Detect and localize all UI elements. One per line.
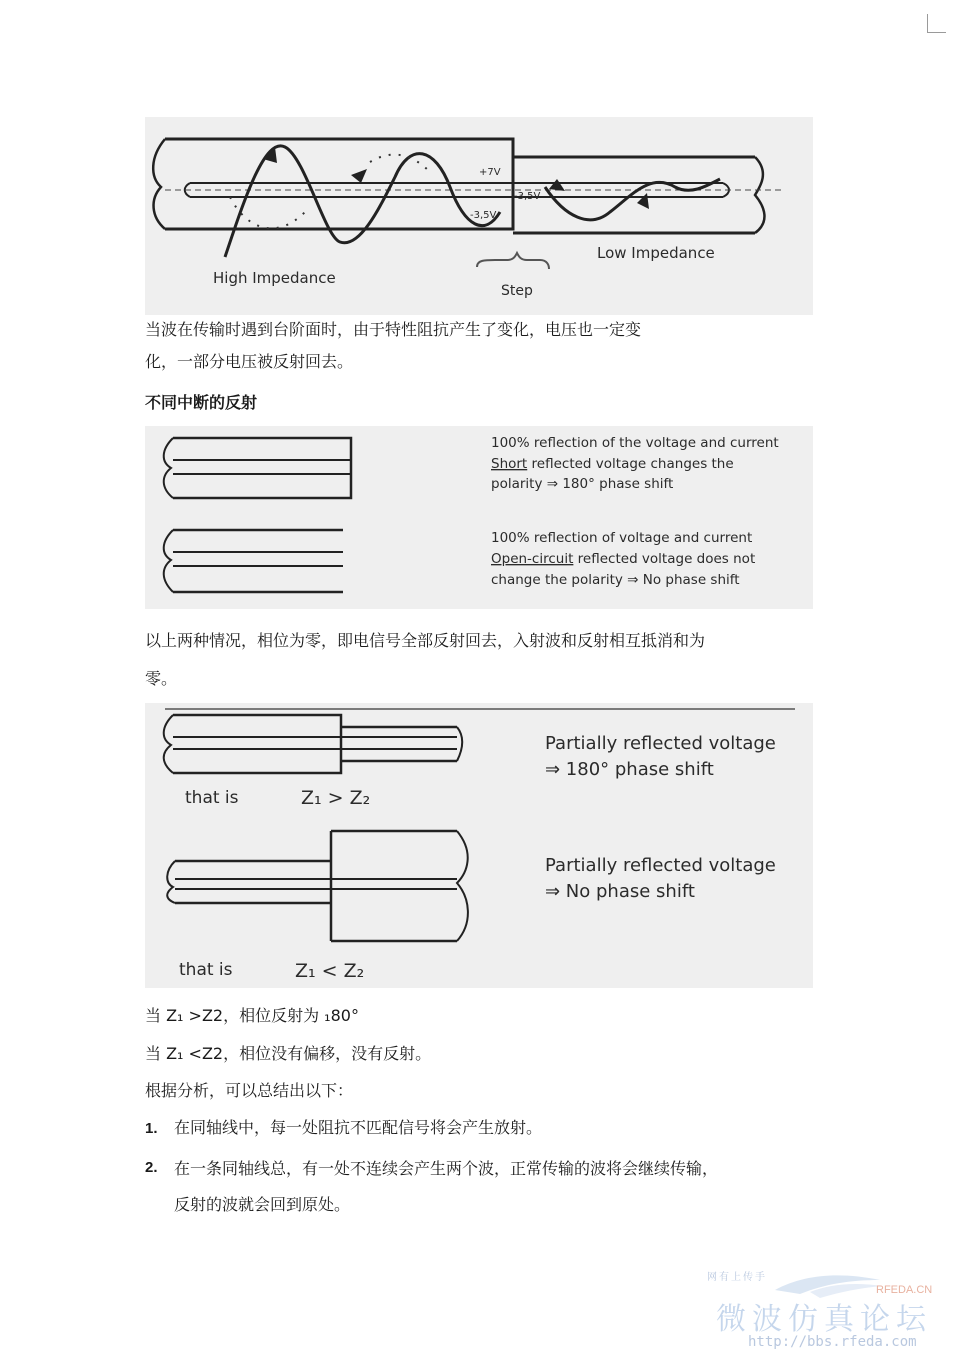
- section-heading: 不同中断的反射: [145, 393, 258, 412]
- top-partial-line2: ⇒ 180° phase shift: [545, 759, 714, 780]
- short-desc-line2: [491, 456, 734, 472]
- open-desc-line3: change the polarity ⇒ No phase shift: [491, 572, 740, 588]
- voltage-plus7-label: +7V: [479, 167, 501, 178]
- high-impedance-label: High Impedance: [213, 269, 336, 287]
- watermark-url: http://bbs.rfeda.com: [748, 1334, 917, 1350]
- paragraph-line: 以上两种情况，相位为零，即电信号全部反射回去，入射波和反射相互抵消和为: [145, 631, 706, 650]
- top-z-relation: Z₁ > Z₂: [301, 787, 371, 809]
- open-desc-rest: reflected voltage does not: [573, 551, 756, 567]
- text-summary-intro: 根据分析，可以总结出以下：: [145, 1081, 354, 1100]
- text-z1-greater: 当 Z₁ >Z2，相位反射为 ₁80°: [145, 1006, 359, 1025]
- bottom-that-is: that is: [179, 960, 233, 980]
- partial-reflection-figure: [145, 703, 813, 988]
- watermark-title: 微波仿真论坛: [716, 1302, 932, 1337]
- top-that-is: that is: [185, 788, 239, 808]
- bottom-z-relation: Z₁ < Z₂: [295, 960, 365, 982]
- low-impedance-label: Low Impedance: [597, 244, 715, 262]
- paragraph-step-reflection: [145, 314, 825, 378]
- bottom-partial-line2: ⇒ No phase shift: [545, 881, 695, 902]
- paragraph-line: 当波在传输时遇到台阶面时，由于特性阻抗产生了变化，电压也一定变: [145, 320, 642, 339]
- top-partial-line1: Partially reflected voltage: [545, 733, 776, 754]
- short-word: Short: [491, 456, 528, 472]
- voltage-minus35-label-b: -3,5V: [514, 191, 541, 202]
- text-z1-less: 当 Z₁ <Z2，相位没有偏移，没有反射。: [145, 1044, 432, 1063]
- page-corner-mark: [927, 14, 946, 33]
- watermark-small-text: 网有上传手: [707, 1272, 767, 1283]
- list-number-2: 2.: [145, 1159, 158, 1176]
- impedance-step-figure: [145, 117, 813, 315]
- short-desc-rest: reflected voltage changes the: [527, 456, 734, 472]
- bottom-partial-line1: Partially reflected voltage: [545, 855, 776, 876]
- list-number-1: 1.: [145, 1120, 158, 1137]
- open-word: Open-circuit: [491, 551, 574, 567]
- voltage-minus35-label-a: -3,5V: [470, 210, 497, 221]
- short-desc-line1: 100% reflection of the voltage and current: [491, 435, 779, 451]
- list-item-2: [174, 1151, 834, 1223]
- short-open-figure: [145, 426, 813, 609]
- paragraph-line: 化，一部分电压被反射回去。: [145, 352, 354, 371]
- paragraph-line: 零。: [145, 669, 178, 688]
- list-item-1: 在同轴线中，每一处阻抗不匹配信号将会产生放射。: [174, 1118, 543, 1137]
- short-desc-line3: polarity ⇒ 180° phase shift: [491, 476, 674, 492]
- list-item-2-line2: 反射的波就会回到原处。: [174, 1195, 351, 1214]
- list-item-2-line1: 在一条同轴线总，有一处不连续会产生两个波，正常传输的波将会继续传输，: [174, 1159, 719, 1178]
- paragraph-total-reflection: [145, 622, 835, 698]
- step-label: Step: [501, 283, 533, 299]
- open-desc-line1: 100% reflection of voltage and current: [491, 530, 753, 546]
- open-desc-line2: [491, 551, 755, 567]
- watermark-brand: RFEDA.CN: [876, 1284, 933, 1296]
